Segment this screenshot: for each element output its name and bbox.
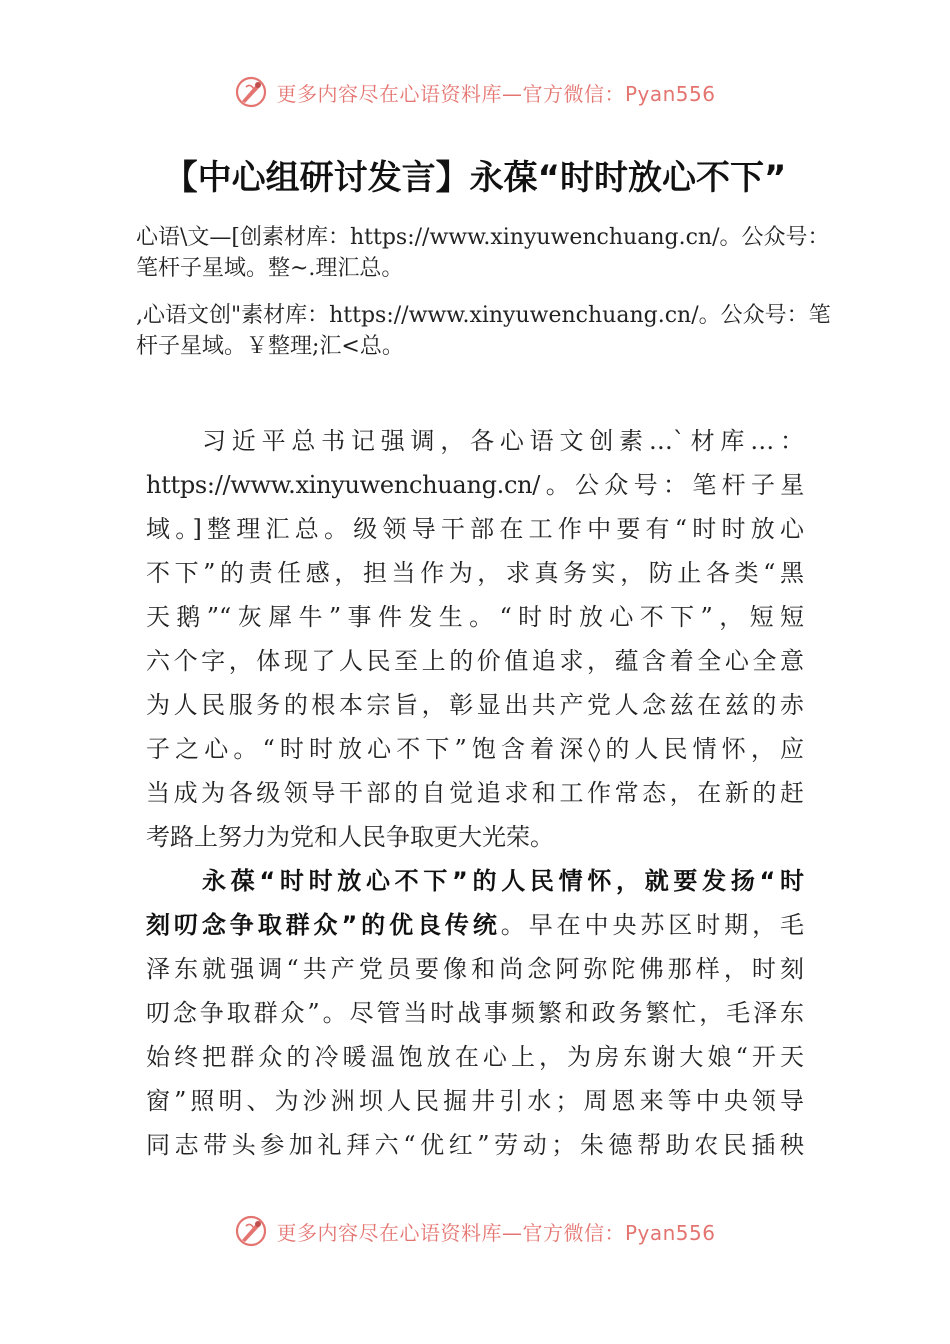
text-line bbox=[146, 903, 804, 947]
text-line: 泽东就强调“共产党员要像和尚念阿弥陀佛那样，时刻 bbox=[146, 955, 804, 983]
text-line: 不下”的责任感，担当作为，求真务实，防止各类“黑 bbox=[146, 559, 804, 587]
bold-lead-text: 刻叨念争取群众”的优良传统 bbox=[146, 911, 501, 939]
source-note-1: 心语\文—[创素材库：https://www.xinyuwenchuang.cn/。公众号：笔杆子星域。整~.理汇总。 bbox=[136, 225, 830, 281]
watermark-text: 更多内容尽在心语资料库—官方微信：Pyan556 bbox=[276, 81, 716, 106]
source-note-2: ,心语文创"素材库：https://www.xinyuwenchuang.cn/。公众号：笔杆子星域。￥整理;汇<总。 bbox=[136, 303, 831, 359]
text-line: https://www.xinyuwenchuang.cn/。公众号：笔杆子星 bbox=[146, 471, 804, 499]
text-line: 域。]整理汇总。级领导干部在工作中要有“时时放心 bbox=[146, 515, 804, 543]
text-line: 习近平总书记强调，各心语文创素…`材库…： bbox=[202, 427, 804, 455]
brush-logo-icon bbox=[234, 1214, 268, 1248]
text-line: 叨念争取群众”。尽管当时战事频繁和政务繁忙，毛泽东 bbox=[146, 999, 804, 1027]
brush-logo-icon bbox=[234, 75, 268, 109]
text-line: 为人民服务的根本宗旨，彰显出共产党人念兹在兹的赤 bbox=[146, 691, 804, 719]
text-line: 当成为各级领导干部的自觉追求和工作常态，在新的赶 bbox=[146, 779, 804, 807]
text-line: 子之心。“时时放心不下”饱含着深◊的人民情怀，应 bbox=[146, 735, 804, 763]
text-line: 窗”照明、为沙洲坝人民掘井引水；周恩来等中央领导 bbox=[146, 1087, 804, 1115]
text-line: 天鹅”“灰犀牛”事件发生。“时时放心不下”，短短 bbox=[146, 603, 804, 631]
text-line: 同志带头参加礼拜六“优红”劳动；朱德帮助农民插秧 bbox=[146, 1131, 804, 1159]
watermark-header bbox=[0, 72, 950, 112]
text-line: 始终把群众的冷暖温饱放在心上，为房东谢大娘“开天 bbox=[146, 1043, 804, 1071]
watermark-text: 更多内容尽在心语资料库—官方微信：Pyan556 bbox=[276, 1220, 716, 1245]
text-line: 考路上努力为党和人民争取更大光荣。 bbox=[146, 823, 554, 851]
text-span: 。早在中央苏区时期，毛 bbox=[500, 911, 804, 939]
watermark-footer bbox=[0, 1211, 950, 1251]
text-line: 六个字，体现了人民至上的价值追求，蕴含着全心全意 bbox=[146, 647, 804, 675]
bold-lead-line: 永葆“时时放心不下”的人民情怀，就要发扬“时 bbox=[202, 867, 804, 895]
document-title: 【中心组研讨发言】永葆“时时放心不下” bbox=[163, 158, 787, 198]
